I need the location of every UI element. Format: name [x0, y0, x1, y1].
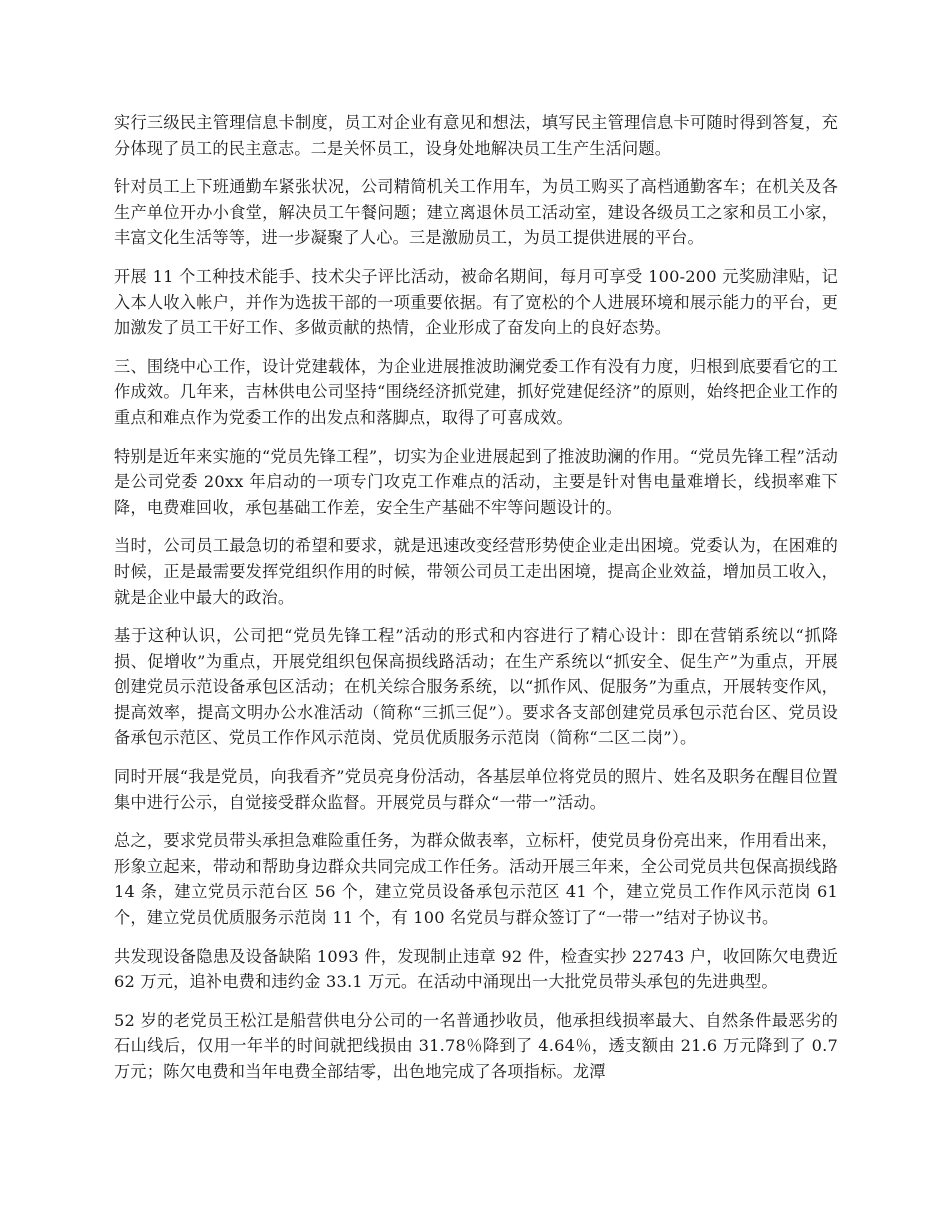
paragraph: 总之，要求党员带头承担急难险重任务，为群众做表率，立标杆，使党员身份亮出来，作用看出来，形象立起来，带动和帮助身边群众共同完成工作任务。活动开展三年来，全公司党员共包保高损线路 14 条，建立党员示范台区 56 个，建立党员设备承包示范区 41 个，建立党员工作作风示范岗 61 个，建立党员优质服务示范岗 11 个，有 100 名党员与群众签订了“一带一”结对子协议书。 [114, 831, 838, 928]
document-page [114, 110, 838, 1098]
paragraph: 针对员工上下班通勤车紧张状况，公司精简机关工作用车，为员工购买了高档通勤客车；在机关及各生产单位开办小食堂，解决员工午餐问题；建立离退休员工活动室，建设各级员工之家和员工小家，丰富文化生活等等，进一步凝聚了人心。三是激励员工，为员工提供进展的平台。 [114, 177, 838, 248]
paragraph: 特别是近年来实施的“党员先锋工程”，切实为企业进展起到了推波助澜的作用。“党员先锋工程”活动是公司党委 20xx 年启动的一项专门攻克工作难点的活动，主要是针对售电量难增长，线损率难下降，电费难回收，承包基础工作差，安全生产基础不牢等问题设计的。 [114, 446, 838, 517]
paragraph: 实行三级民主管理信息卡制度，员工对企业有意见和想法，填写民主管理信息卡可随时得到答复，充分体现了员工的民主意志。二是关怀员工，设身处地解决员工生产生活问题。 [114, 113, 838, 158]
paragraph: 基于这种认识，公司把“党员先锋工程”活动的形式和内容进行了精心设计：即在营销系统以“抓降损、促增收”为重点，开展党组织包保高损线路活动；在生产系统以“抓安全、促生产”为重点，开展创建党员示范设备承包区活动；在机关综合服务系统，以“抓作风、促服务”为重点，开展转变作风，提高效率，提高文明办公水准活动（简称“三抓三促”）。要求各支部创建党员承包示范台区、党员设备承包示范区、党员工作作风示范岗、党员优质服务示范岗（简称“二区二岗”）。 [114, 626, 838, 748]
paragraph: 共发现设备隐患及设备缺陷 1093 件，发现制止违章 92 件，检查实抄 22743 户，收回陈欠电费近 62 万元，追补电费和违约金 33.1 万元。在活动中涌现出一大批党员带头承包的先进典型。 [114, 946, 838, 992]
paragraph: 开展 11 个工种技术能手、技术尖子评比活动，被命名期间，每月可享受 100-200 元奖励津贴，记入本人收入帐户，并作为选拔干部的一项重要依据。有了宽松的个人进展环境和展示能力的平台，更加激发了员工干好工作、多做贡献的热情，企业形成了奋发向上的良好态势。 [114, 266, 838, 338]
paragraph: 52 岁的老党员王松江是船营供电分公司的一名普通抄收员，他承担线损率最大、自然条件最恶劣的石山线后，仅用一年半的时间就把线损由 31.78％降到了 4.64％，透支额由 21.6 万元降到了 0.7 万元；陈欠电费和当年电费全部结零，出色地完成了各项指标。龙潭 [114, 1010, 838, 1081]
paragraph: 当时，公司员工最急切的希望和要求，就是迅速改变经营形势使企业走出困境。党委认为，在困难的时候，正是最需要发挥党组织作用的时候，带领公司员工走出困境，提高企业效益，增加员工收入，就是企业中最大的政治。 [114, 536, 838, 607]
paragraph: 同时开展“我是党员，向我看齐”党员亮身份活动，各基层单位将党员的照片、姓名及职务在醒目位置集中进行公示，自觉接受群众监督。开展党员与群众“一带一”活动。 [114, 767, 838, 812]
paragraph: 三、围绕中心工作，设计党建载体，为企业进展推波助澜党委工作有没有力度，归根到底要看它的工作成效。几年来，吉林供电公司坚持“围绕经济抓党建，抓好党建促经济”的原则，始终把企业工作的重点和难点作为党委工作的出发点和落脚点，取得了可喜成效。 [114, 356, 838, 427]
